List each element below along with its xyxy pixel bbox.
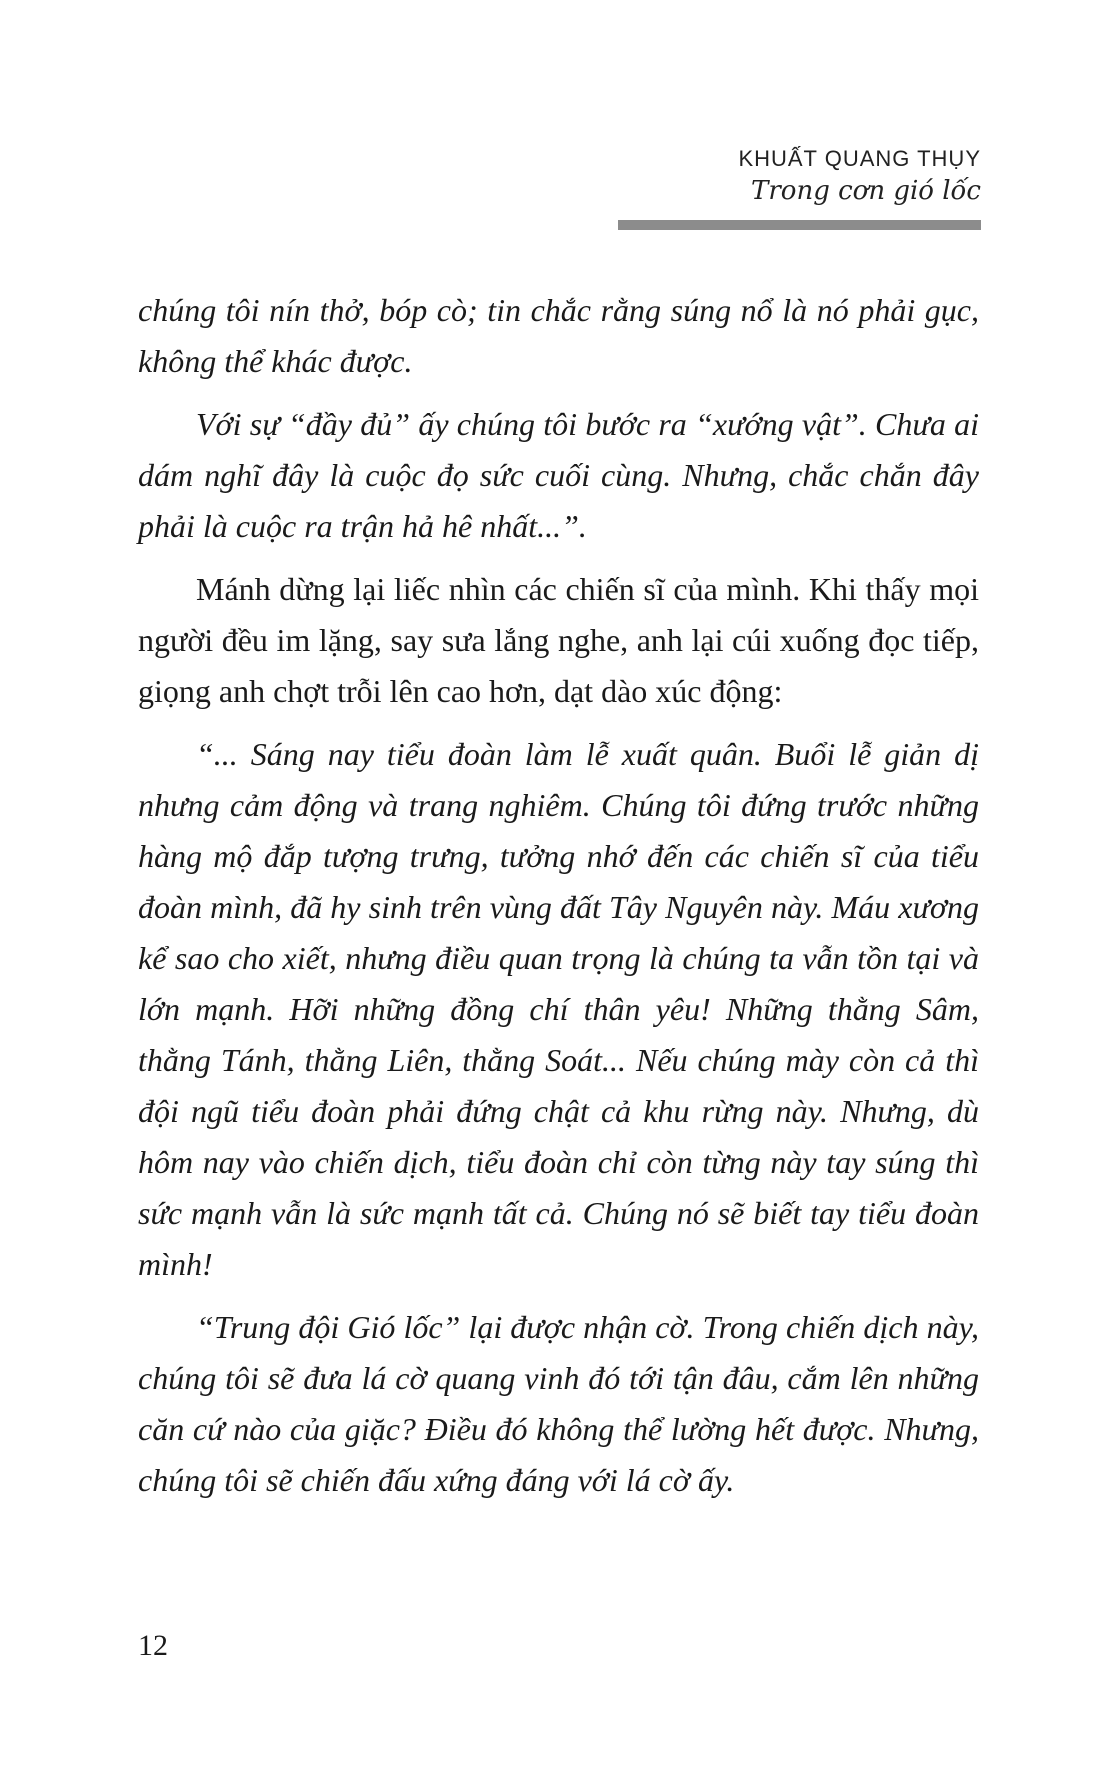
- paragraph-1: chúng tôi nín thở, bóp cò; tin chắc rằng súng nổ là nó phải gục, không thể khác được.: [138, 292, 979, 379]
- header-rule: [618, 220, 981, 230]
- paragraph-3: Mánh dừng lại liếc nhìn các chiến sĩ của mình. Khi thấy mọi người đều im lặng, say sưa lắng nghe, anh lại cúi xuống đọc tiếp, giọng anh chợt trỗi lên cao hơn, dạt dào xúc động:: [138, 571, 979, 709]
- author-name: KHUẤT QUANG THỤY: [738, 146, 981, 171]
- page-number: 12: [138, 1629, 168, 1662]
- running-header: [738, 146, 981, 208]
- paragraph-5: “Trung đội Gió lốc” lại được nhận cờ. Trong chiến dịch này, chúng tôi sẽ đưa lá cờ quang vinh đó tới tận đâu, cắm lên những căn cứ nào của giặc? Điều đó không thể lường hết được. Nhưng, chúng tôi sẽ chiến đấu xứng đáng với lá cờ ấy.: [138, 1309, 979, 1498]
- paragraph-4: “... Sáng nay tiểu đoàn làm lễ xuất quân. Buổi lễ giản dị nhưng cảm động và trang nghiêm. Chúng tôi đứng trước những hàng mộ đắp tượng trưng, tưởng nhớ đến các chiến sĩ của tiểu đoàn mình, đã hy sinh trên vùng đất Tây Nguyên này. Máu xương kể sao cho xiết, nhưng điều quan trọng là chúng ta vẫn tồn tại và lớn mạnh. Hỡi những đồng chí thân yêu! Những thằng Sâm, thằng Tánh, thằng Liên, thằng Soát... Nếu chúng mày còn cả thì đội ngũ tiểu đoàn phải đứng chật cả khu rừng này. Nhưng, dù hôm nay vào chiến dịch, tiểu đoàn chỉ còn từng này tay súng thì sức mạnh vẫn là sức mạnh tất cả. Chúng nó sẽ biết tay tiểu đoàn mình!: [138, 736, 979, 1282]
- page-body: [138, 285, 979, 1518]
- paragraph-2: Với sự “đầy đủ” ấy chúng tôi bước ra “xướng vật”. Chưa ai dám nghĩ đây là cuộc đọ sức cuối cùng. Nhưng, chắc chắn đây phải là cuộc ra trận hả hê nhất...”.: [138, 406, 979, 544]
- book-title: Trong cơn gió lốc: [751, 176, 981, 206]
